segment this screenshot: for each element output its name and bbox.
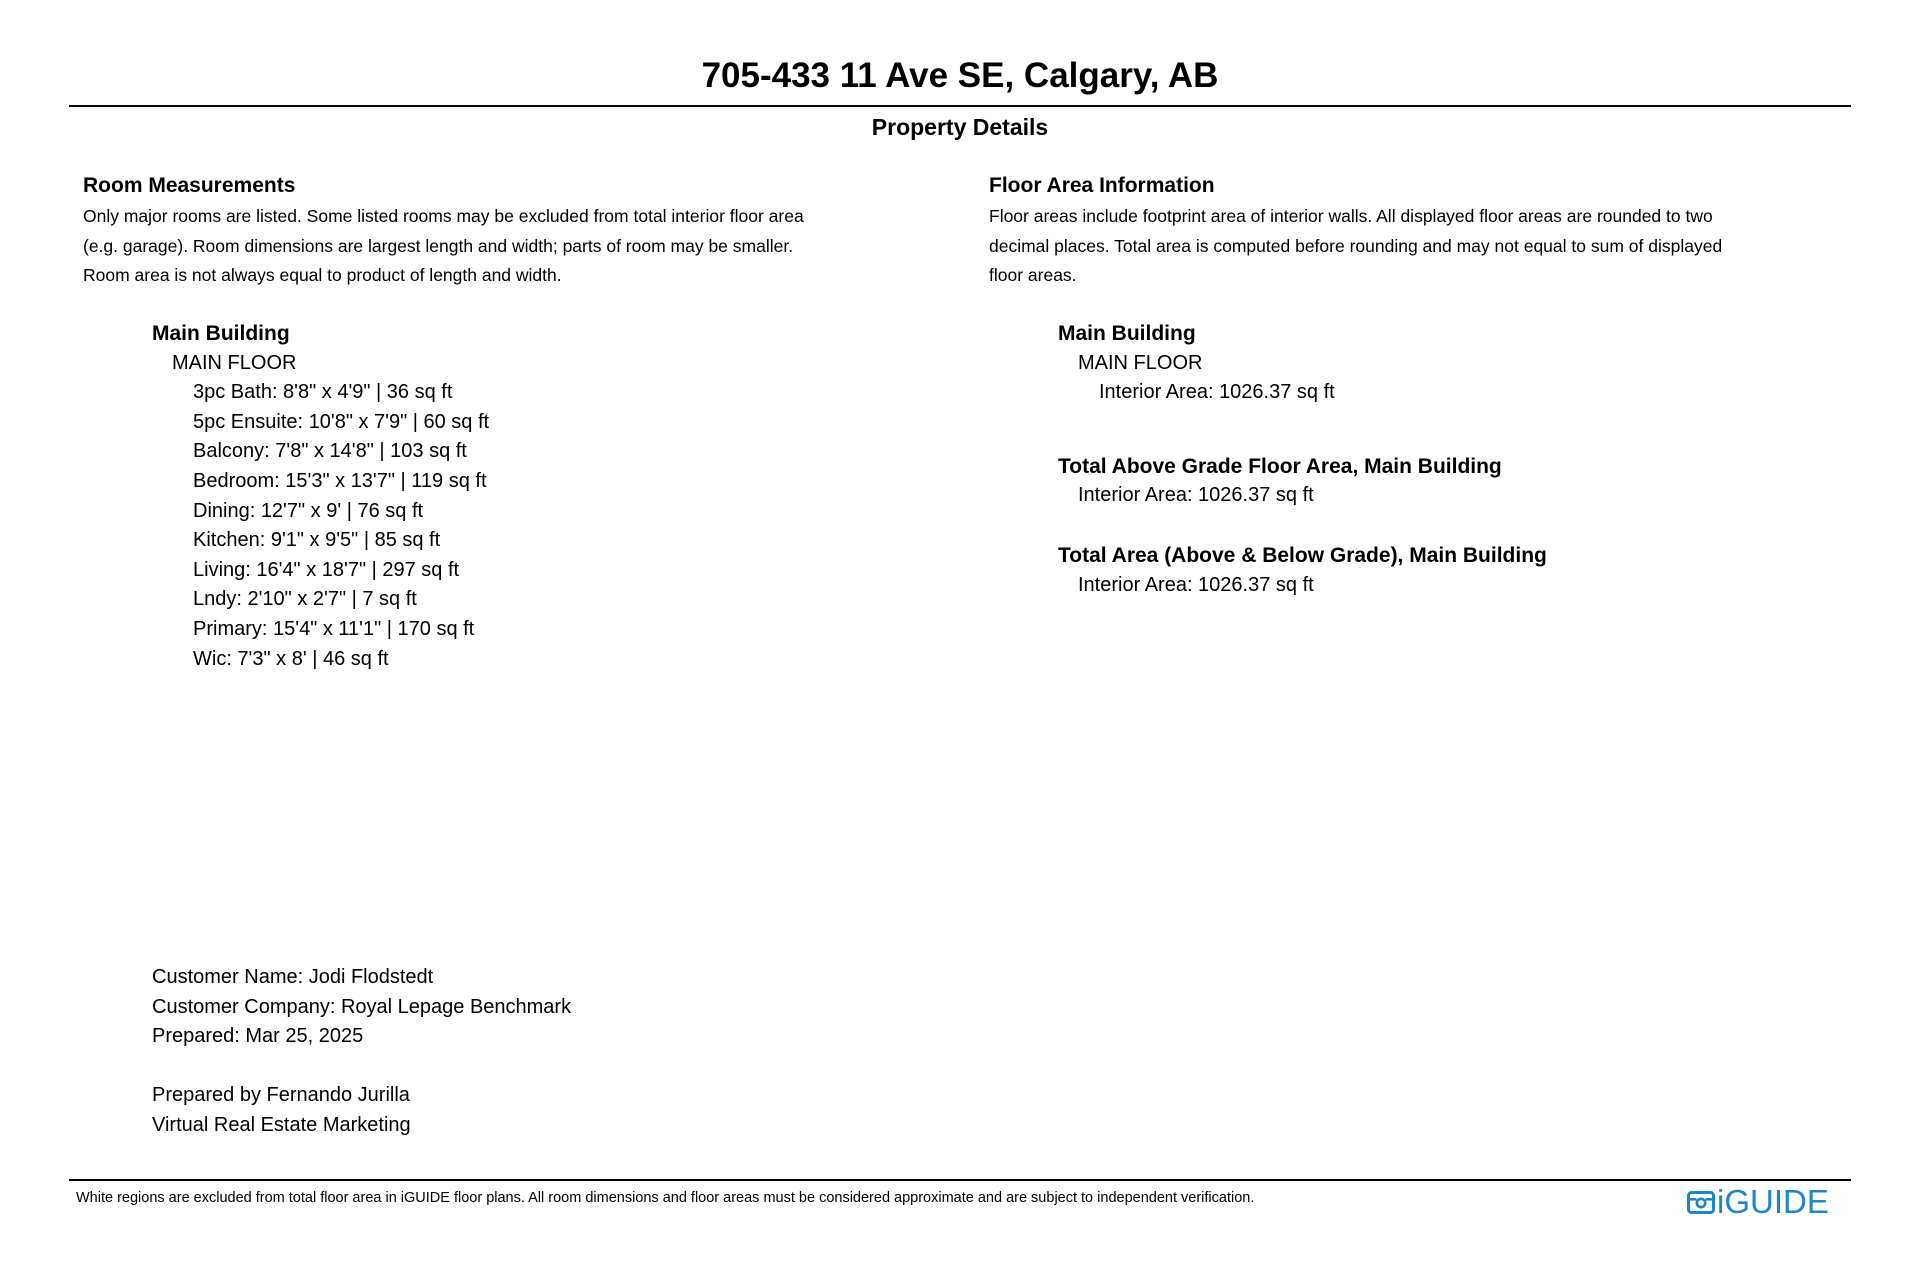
note-line: floor areas.: [989, 265, 1077, 285]
total-above-grade-heading: Total Above Grade Floor Area, Main Building: [1058, 454, 1502, 478]
room-item: Lndy: 2'10" x 2'7" | 7 sq ft: [193, 588, 417, 611]
room-item: Wic: 7'3" x 8' | 46 sq ft: [193, 647, 389, 670]
note-line: Only major rooms are listed. Some listed rooms may be excluded from total interior floor area: [83, 206, 804, 226]
note-line: decimal places. Total area is computed before rounding and may not equal to sum of displayed: [989, 235, 1723, 256]
camera-icon: [1687, 1189, 1715, 1215]
title-divider: [69, 105, 1851, 107]
room-item: Primary: 15'4" x 11'1" | 170 sq ft: [193, 617, 475, 640]
floor-name: MAIN FLOOR: [172, 351, 297, 374]
customer-name: Customer Name: Jodi Flodstedt: [152, 966, 434, 988]
footer-disclaimer: White regions are excluded from total floor area in iGUIDE floor plans. All room dimensions and floor areas must be considered approximate and are subject to independent verification.: [76, 1190, 1255, 1206]
floor-interior-area: Interior Area: 1026.37 sq ft: [1099, 381, 1335, 404]
note-line: Floor areas include footprint area of interior walls. All displayed floor areas are rounded to two: [989, 206, 1713, 226]
room-item: 3pc Bath: 8'8" x 4'9" | 36 sq ft: [193, 381, 453, 404]
prepared-date: Prepared: Mar 25, 2025: [152, 1025, 364, 1048]
total-above-grade-area: Interior Area: 1026.37 sq ft: [1078, 484, 1314, 507]
total-area-heading: Total Area (Above & Below Grade), Main Building: [1058, 543, 1547, 567]
floor-name: MAIN FLOOR: [1078, 351, 1203, 374]
room-measurements-notes: [83, 202, 804, 291]
page-subtitle: Property Details: [871, 114, 1049, 140]
floor-area-notes: [989, 202, 1722, 291]
customer-company: Customer Company: Royal Lepage Benchmark: [152, 995, 572, 1018]
iguide-logo: [1687, 1180, 1829, 1224]
room-measurements-heading: Room Measurements: [83, 174, 296, 197]
logo-text: iGUIDE: [1717, 1183, 1829, 1220]
footer-divider: [69, 1179, 1851, 1181]
building-name: Main Building: [152, 322, 290, 345]
room-item: 5pc Ensuite: 10'8" x 7'9" | 60 sq ft: [193, 410, 490, 433]
room-item: Dining: 12'7" x 9' | 76 sq ft: [193, 499, 424, 522]
customer-info: [152, 963, 571, 1141]
total-area-value: Interior Area: 1026.37 sq ft: [1078, 573, 1314, 596]
preparer-company: Virtual Real Estate Marketing: [152, 1113, 411, 1136]
room-item: Bedroom: 15'3" x 13'7" | 119 sq ft: [193, 469, 487, 492]
room-item: Living: 16'4" x 18'7" | 297 sq ft: [193, 558, 460, 581]
note-line: Room area is not always equal to product of length and width.: [83, 265, 562, 285]
room-item: Balcony: 7'8" x 14'8" | 103 sq ft: [193, 440, 467, 463]
prepared-by: Prepared by Fernando Jurilla: [152, 1084, 410, 1107]
page-title: 705-433 11 Ave SE, Calgary, AB: [701, 56, 1219, 95]
room-item: Kitchen: 9'1" x 9'5" | 85 sq ft: [193, 529, 441, 552]
floor-area-heading: Floor Area Information: [989, 174, 1215, 197]
room-list: [152, 319, 489, 674]
note-line: (e.g. garage). Room dimensions are largest length and width; parts of room may be smaller.: [83, 235, 794, 256]
floor-area-list: [1058, 319, 1547, 600]
building-name: Main Building: [1058, 322, 1196, 345]
